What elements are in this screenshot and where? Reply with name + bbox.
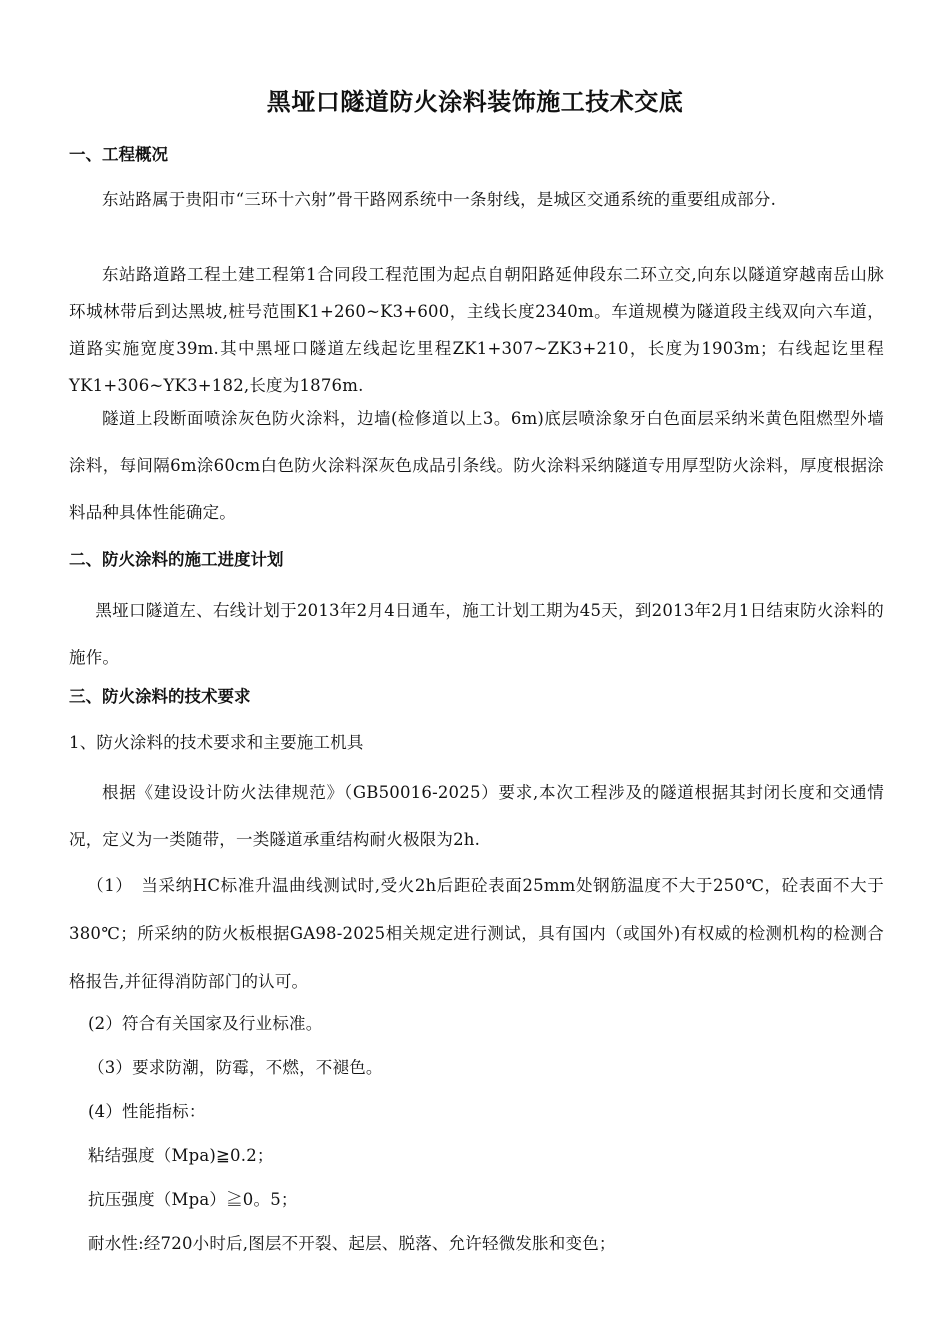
- section-heading-schedule: 二、防火涂料的施工进度计划: [69, 550, 284, 569]
- list-item-3: （3）要求防潮，防霉，不燃，不褪色。: [88, 1058, 383, 1077]
- paragraph-overview-2: 东站路道路工程土建工程第1合同段工程范围为起点自朝阳路延伸段东二环立交,向东以隧道穿越南岳山脉环城林带后到达黑坡,桩号范围K1+260~K3+600，主线长度2340m。车道规模为隧道段主线双向六车道，道路实施宽度39m.其中黑垭口隧道左线起讫里程ZK1+307~ZK3+210，长度为1903m；右线起讫里程YK1+306~YK3+182,长度为1876m.: [69, 265, 884, 395]
- paragraph-overview-3: 隧道上段断面喷涂灰色防火涂料，边墙(检修道以上3。6m)底层喷涂象牙白色面层采纳米黄色阻燃型外墙涂料，每间隔6m涂60cm白色防火涂料深灰色成品引条线。防火涂料采纳隧道专用厚型防火涂料，厚度根据涂料品种具体性能确定。: [69, 409, 884, 522]
- paragraph-overview-1: 东站路属于贵阳市“三环十六射”骨干路网系统中一条射线，是城区交通系统的重要组成部分.: [102, 190, 777, 209]
- list-item-1: （1） 当采纳HC标准升温曲线测试时,受火2h后距砼表面25mm处钢筋温度不大于250℃，砼表面不大于380℃；所采纳的防火板根据GA98-2025相关规定进行测试，具有国内（或国外)有权威的检测机构的检测合格报告,并征得消防部门的认可。: [69, 876, 884, 991]
- document-title: 黑垭口隧道防火涂料装饰施工技术交底: [266, 88, 684, 116]
- spec-compressive-strength: 抗压强度（Mpa）≧0。5；: [88, 1190, 298, 1209]
- section-heading-overview: 一、工程概况: [69, 145, 168, 164]
- paragraph-standard: 根据《建设设计防火法律规范》（GB50016-2025）要求,本次工程涉及的隧道根据其封闭长度和交通情况，定义为一类随带，一类隧道承重结构耐火极限为2h.: [69, 783, 884, 849]
- paragraph-schedule: 黑垭口隧道左、右线计划于2013年2月4日通车，施工计划工期为45天，到2013年2月1日结束防火涂料的施作。: [69, 601, 884, 667]
- spec-water-resistance: 耐水性:经720小时后,图层不开裂、起层、脱落、允许轻微发胀和变色；: [88, 1234, 616, 1253]
- list-item-4: (4）性能指标：: [88, 1102, 206, 1121]
- spec-bond-strength: 粘结强度（Mpa)≧0.2；: [88, 1146, 274, 1165]
- list-item-2: (2）符合有关国家及行业标准。: [88, 1014, 323, 1033]
- section-heading-technical: 三、防火涂料的技术要求: [69, 687, 251, 706]
- subheading-requirements: 1、防火涂料的技术要求和主要施工机具: [69, 733, 364, 752]
